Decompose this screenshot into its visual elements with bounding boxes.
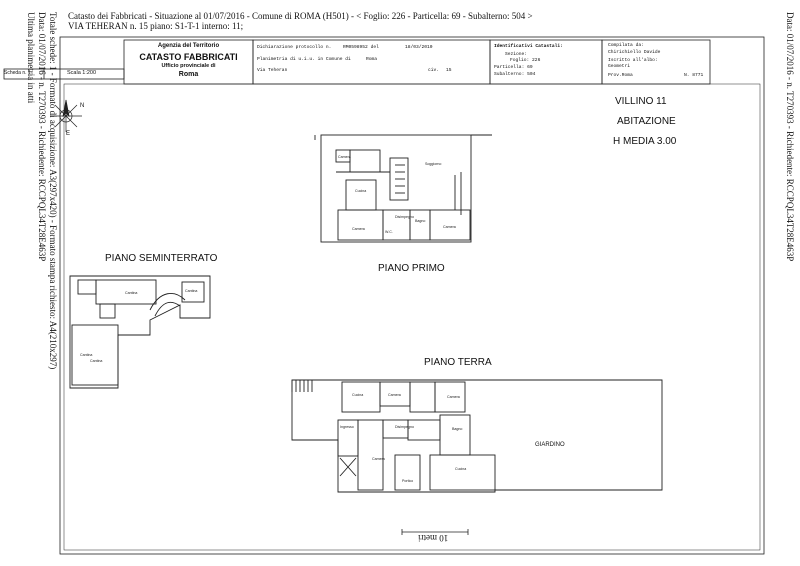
side-right-line-1: Data: 01/07/2016 - n. T270393 - Richiedente: RCCPQL34T28E463P — [785, 12, 795, 262]
plan-piano-terra — [292, 380, 662, 492]
room-label: Cucina — [455, 467, 467, 471]
room-label: Camera — [447, 395, 460, 399]
compass-icon — [50, 100, 85, 132]
abitazione-label: ABITAZIONE — [617, 116, 676, 127]
compass-north: N — [80, 103, 85, 109]
room-label: Cantina — [80, 353, 93, 357]
room-label: Soggiorno — [425, 162, 442, 166]
sheet-border — [60, 37, 764, 554]
planimetria-label: Planimetria di u.i.u. in Comune di — [257, 57, 351, 62]
ufficio-label: Ufficio provinciale di — [161, 63, 216, 69]
protocollo-date: 18/03/2010 — [405, 45, 433, 50]
piano-primo-label: PIANO PRIMO — [378, 263, 445, 274]
civ-label: civ. — [428, 68, 440, 73]
side-left-line-2: Data: 01/07/2016 - n. T270393 - Richiedente: RCCPQL34T28E463P — [37, 12, 47, 262]
villino-label: VILLINO 11 — [615, 96, 667, 107]
iscritto-value: Geometri — [608, 64, 631, 69]
room-label: Cantina — [185, 289, 198, 293]
iscritto-label: Iscritto all'albo: — [608, 58, 658, 63]
scheda-label: Scheda n. 1 — [4, 70, 31, 76]
room-label: Bagno — [415, 219, 426, 223]
agency-name: Agenzia del Territorio — [157, 43, 220, 49]
room-label: Cucina — [352, 393, 364, 397]
civ-value: 15 — [446, 68, 452, 73]
compilata-name: Chirichiello Davide — [608, 50, 661, 55]
room-label: W.C. — [385, 230, 393, 234]
room-label: Portico — [402, 479, 414, 483]
room-label: Ingresso — [340, 425, 354, 429]
piano-seminterrato-label: PIANO SEMINTERRATO — [105, 253, 218, 264]
sezione-label: Sezione: — [505, 52, 528, 57]
catasto-title: CATASTO FABBRICATI — [139, 52, 238, 62]
compass-east: E — [66, 131, 71, 137]
room-label: Disimpegno — [395, 215, 414, 219]
room-label: Camera — [338, 155, 351, 159]
room-label: Bagno — [452, 427, 463, 431]
scala-label: Scala 1:200 — [67, 70, 97, 76]
room-label: Camera — [388, 393, 401, 397]
prov-label: Prov.Roma — [608, 73, 633, 78]
room-label: Cantina — [125, 291, 138, 295]
albo-number: N. 8771 — [684, 73, 704, 78]
room-label: Cantina — [90, 359, 103, 363]
header-line-1: Catasto dei Fabbricati - Situazione al 01/07/2016 - Comune di ROMA (H501) - < Foglio: 226 - Particella: 69 - Subalterno: 504 > — [68, 11, 533, 21]
side-left-line-3: Totale schede: 1 - Formato di acquisizione: A3(297x420) - Formato stampa richiesto: A4(210x297) — [48, 12, 58, 370]
ufficio-city: Roma — [178, 71, 199, 78]
header-line-2: VIA TEHERAN n. 15 piano: S1-T-1 interno: 11; — [68, 21, 244, 31]
dichiarazione-label: Dichiarazione protocollo n. — [257, 45, 332, 50]
room-label: Cucina — [355, 189, 367, 193]
particella-value: Particella: 69 — [494, 65, 533, 70]
room-label: Camera — [372, 457, 385, 461]
piano-terra-label: PIANO TERRA — [424, 357, 492, 368]
foglio-value: Foglio: 226 — [510, 58, 541, 63]
room-label: Camera — [443, 225, 456, 229]
subalterno-value: Subalterno: 504 — [494, 72, 536, 77]
ident-title: Identificativi Catastali: — [494, 44, 563, 49]
protocollo-number: RM0598952 del — [343, 45, 379, 50]
via-value: Via Teheran — [257, 68, 288, 73]
room-label: Camera — [352, 227, 365, 231]
giardino-label: GIARDINO — [535, 442, 565, 448]
planimetria-city: Roma — [366, 57, 378, 62]
compilata-label: Compilata da: — [608, 43, 644, 48]
plan-piano-primo — [315, 135, 492, 242]
side-left-line-1: Ultima planimetria in atti — [26, 12, 36, 104]
room-label: Disimpegno — [395, 425, 414, 429]
h-media-label: H MEDIA 3.00 — [613, 136, 677, 147]
scale-bar-label: 10 metri — [418, 533, 449, 543]
